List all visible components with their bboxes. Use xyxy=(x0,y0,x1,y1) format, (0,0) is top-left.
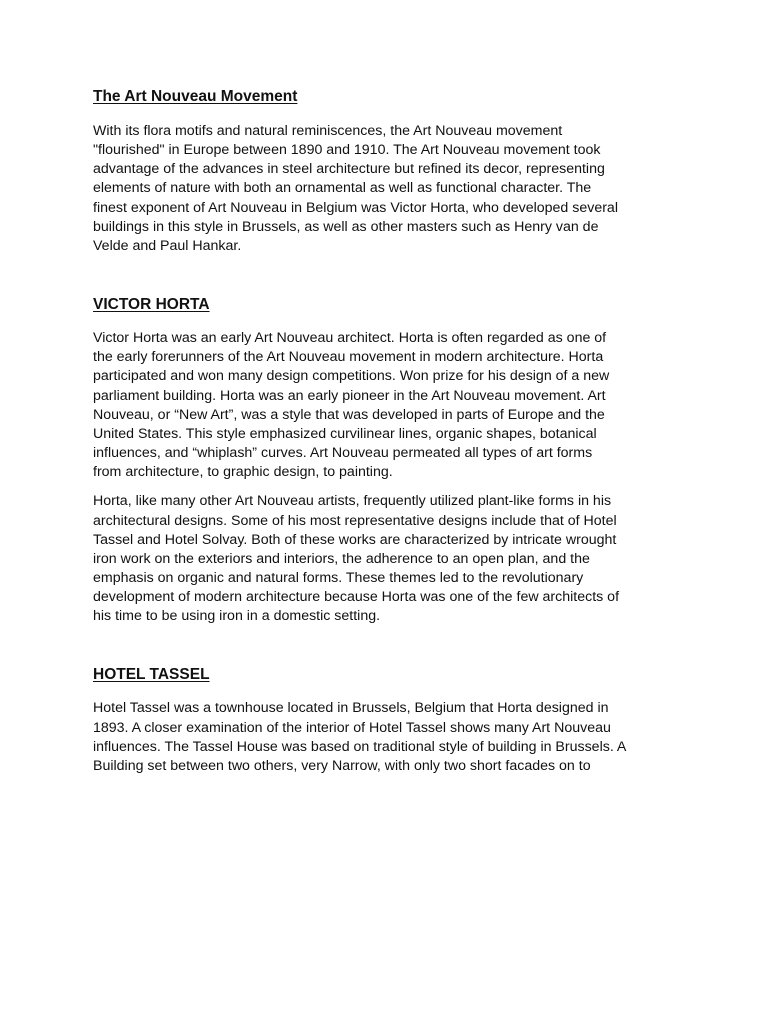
text-line: "flourished" in Europe between 1890 and 1910. The Art Nouveau movement took xyxy=(93,142,601,159)
text-line: the early forerunners of the Art Nouveau movement in modern architecture. Horta xyxy=(93,349,604,366)
text-line: elements of nature with both an ornamental as well as functional character. The xyxy=(93,180,592,197)
text-line: Velde and Paul Hankar. xyxy=(93,237,242,254)
text-line: advantage of the advances in steel architecture but refined its decor, representing xyxy=(93,161,605,178)
text-line: 1893. A closer examination of the interior of Hotel Tassel shows many Art Nouveau xyxy=(93,719,611,736)
text-line: Victor Horta was an early Art Nouveau architect. Horta is often regarded as one of xyxy=(93,330,607,347)
section-title-victor-horta: VICTOR HORTA xyxy=(93,296,210,314)
text-line: United States. This style emphasized curvilinear lines, organic shapes, botanical xyxy=(93,425,597,442)
text-line: development of modern architecture because Horta was one of the few architects of xyxy=(93,589,620,606)
text-line: emphasis on organic and natural forms. These themes led to the revolutionary xyxy=(93,569,584,586)
text-line: from architecture, to graphic design, to painting. xyxy=(93,464,393,481)
text-line: With its flora motifs and natural reminiscences, the Art Nouveau movement xyxy=(93,123,563,139)
paragraph-art-nouveau-intro xyxy=(93,122,683,256)
paragraph-hotel-tassel xyxy=(93,699,683,776)
text-line: influences. The Tassel House was based on traditional style of building in Brussels. A xyxy=(93,738,627,755)
text-line: finest exponent of Art Nouveau in Belgium was Victor Horta, who developed several xyxy=(93,199,618,216)
text-line: parliament building. Horta was an early pioneer in the Art Nouveau movement. Art xyxy=(93,387,606,404)
text-line: his time to be using iron in a domestic setting. xyxy=(93,608,381,625)
paragraph-victor-horta-bio xyxy=(93,329,683,482)
text-line: Horta, like many other Art Nouveau artists, frequently utilized plant-like forms in his xyxy=(93,493,612,510)
text-line: iron work on the exteriors and interiors, the adherence to an open plan, and the xyxy=(93,550,590,567)
text-line: Tassel and Hotel Solvay. Both of these works are characterized by intricate wrought xyxy=(93,531,617,548)
text-line: Building set between two others, very Narrow, with only two short facades on to xyxy=(93,757,591,774)
text-line: Nouveau, or “New Art”, was a style that was developed in parts of Europe and the xyxy=(93,406,605,423)
paragraph-victor-horta-designs xyxy=(93,492,683,626)
text-line: Hotel Tassel was a townhouse located in Brussels, Belgium that Horta designed in xyxy=(93,700,609,717)
section-title-hotel-tassel: HOTEL TASSEL xyxy=(93,666,210,684)
text-line: influences, and “whiplash” curves. Art Nouveau permeated all types of art forms xyxy=(93,445,593,462)
text-line: buildings in this style in Brussels, as well as other masters such as Henry van de xyxy=(93,218,599,235)
text-line: participated and won many design competitions. Won prize for his design of a new xyxy=(93,368,610,385)
section-title-art-nouveau-movement: The Art Nouveau Movement xyxy=(93,88,298,105)
text-line: architectural designs. Some of his most representative designs include that of Hotel xyxy=(93,512,617,529)
document-page xyxy=(93,86,683,776)
